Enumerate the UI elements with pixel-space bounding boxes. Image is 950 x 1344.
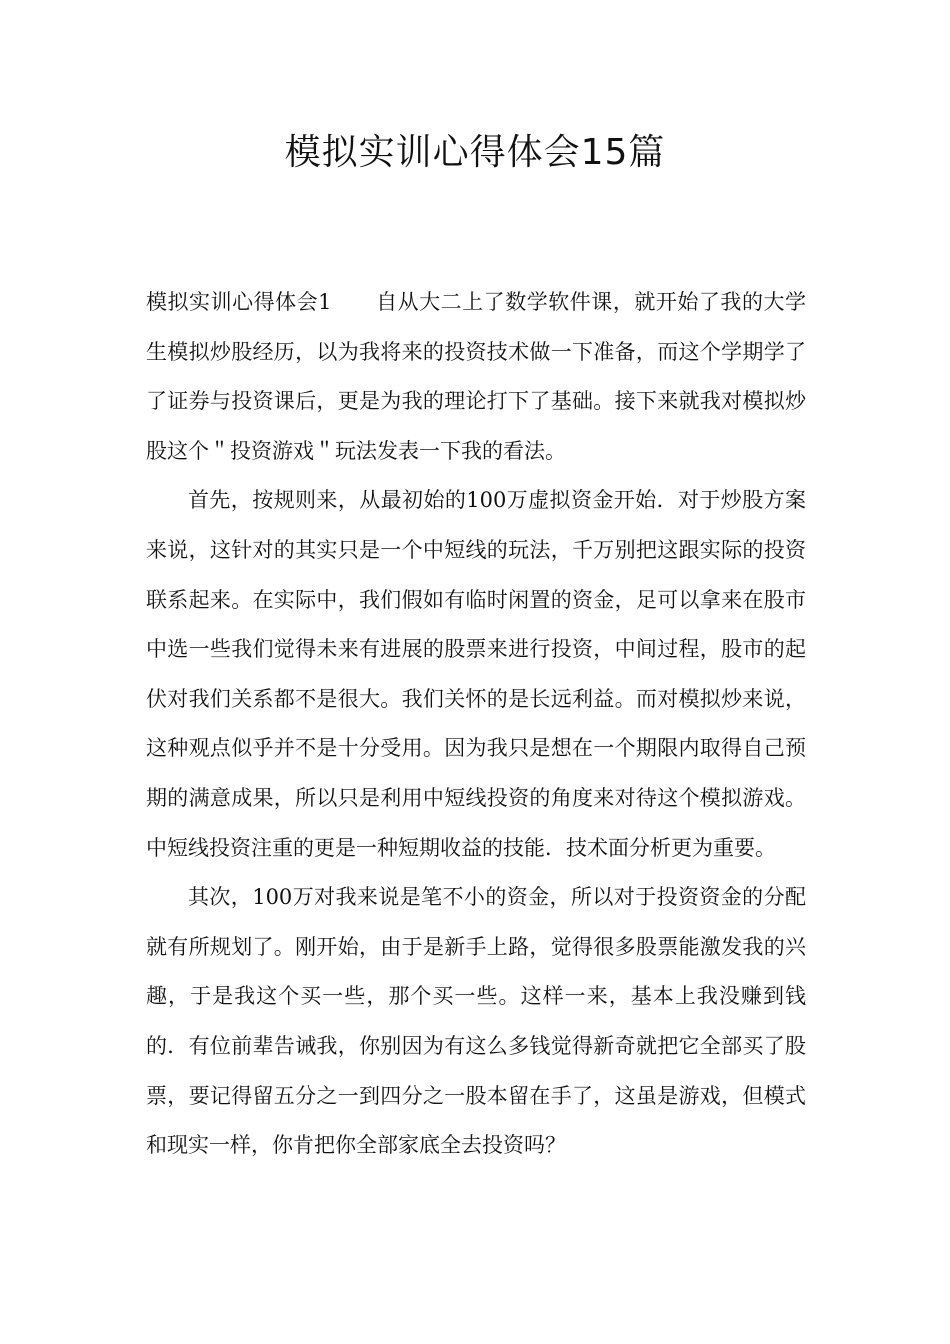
paragraph-1 bbox=[146, 278, 806, 476]
section-heading: 模拟实训心得体会1 bbox=[146, 290, 332, 314]
paragraph-2: 首先，按规则来，从最初始的100万虚拟资金开始．对于炒股方案来说，这针对的其实只是一个中短线的玩法，千万别把这跟实际的投资联系起来。在实际中，我们假如有临时闲置的资金，足可以拿来在股市中选一些我们觉得未来有进展的股票来进行投资，中间过程，股市的起伏对我们关系都不是很大。我们关怀的是长远利益。而对模拟炒来说，这种观点似乎并不是十分受用。因为我只是想在一个期限内取得自己预期的满意成果，所以只是利用中短线投资的角度来对待这个模拟游戏。中短线投资注重的更是一种短期收益的技能．技术面分析更为重要。 bbox=[146, 488, 806, 860]
document-body bbox=[146, 278, 806, 1171]
paragraph-3: 其次，100万对我来说是笔不小的资金，所以对于投资资金的分配就有所规划了。刚开始，由于是新手上路，觉得很多股票能激发我的兴趣，于是我这个买一些，那个买一些。这样一来，基本上我没赚到钱的．有位前辈告诫我，你别因为有这么多钱觉得新奇就把它全部买了股票，要记得留五分之一到四分之一股本留在手了，这虽是游戏，但模式和现实一样，你肯把你全部家底全去投资吗？ bbox=[146, 885, 806, 1158]
paragraph-1-text: 自从大二上了数学软件课，就开始了我的大学生模拟炒股经历，以为我将来的投资技术做一下准备，而这个学期学了了证券与投资课后，更是为我的理论打下了基础。接下来就我对模拟炒股这个＂投资游戏＂玩法发表一下我的看法。 bbox=[146, 290, 806, 463]
document-title: 模拟实训心得体会15篇 bbox=[284, 132, 666, 173]
